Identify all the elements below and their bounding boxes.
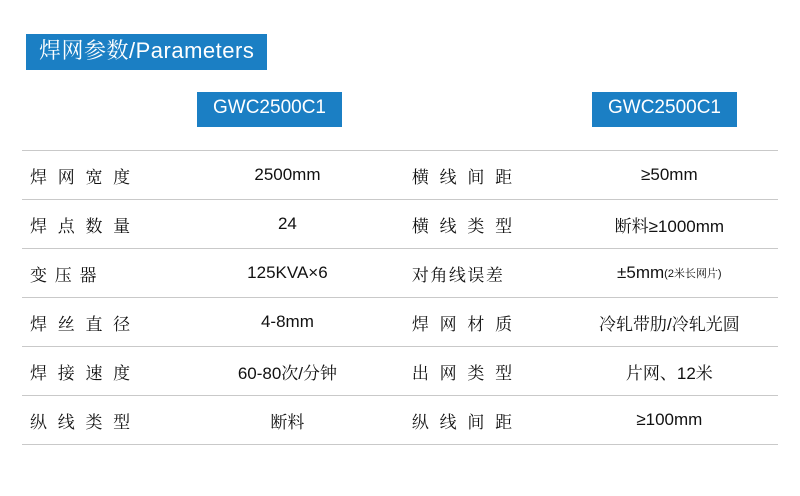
param-value: 冷轧带肋/冷轧光圆	[598, 314, 740, 334]
param-label: 纵 线 类 型	[30, 412, 134, 432]
param-value: 断料≥1000mm	[614, 216, 725, 236]
page-title-wrap	[22, 0, 778, 70]
model-badge-right: GWC2500C1	[592, 92, 737, 127]
param-label: 焊 网 材 质	[411, 314, 516, 334]
param-label: 焊 点 数 量	[30, 216, 134, 236]
page-title: 焊网参数/Parameters	[26, 34, 267, 70]
parameters-table	[22, 150, 778, 445]
param-label: 对角线误差	[411, 265, 505, 285]
param-value: 125KVA×6	[247, 263, 328, 283]
param-label: 横 线 类 型	[411, 216, 516, 236]
param-value: 片网、12米	[625, 363, 713, 383]
table-row	[22, 396, 778, 445]
row-spacer	[396, 249, 404, 297]
param-value: 断料	[270, 412, 305, 432]
param-label: 纵 线 间 距	[411, 412, 516, 432]
param-label: 焊 网 宽 度	[30, 167, 134, 187]
model-badge-left: GWC2500C1	[197, 92, 342, 127]
param-value: 60-80次/分钟	[237, 363, 338, 383]
param-label: 变 压 器	[30, 265, 98, 285]
param-value-note: (2米长网片)	[664, 268, 722, 281]
row-spacer	[396, 396, 404, 444]
param-label: 横 线 间 距	[411, 167, 516, 187]
param-label: 焊 丝 直 径	[30, 314, 134, 334]
row-spacer	[396, 298, 404, 346]
row-spacer	[396, 200, 404, 248]
row-spacer	[396, 347, 404, 395]
param-value	[561, 249, 778, 297]
table-row	[22, 347, 778, 396]
param-label: 焊 接 速 度	[30, 363, 134, 383]
model-badges-row	[22, 92, 778, 146]
table-row	[22, 298, 778, 347]
param-value: 2500mm	[254, 165, 321, 185]
row-spacer	[396, 151, 404, 199]
table-row	[22, 200, 778, 249]
table-row	[22, 151, 778, 200]
param-value: 24	[277, 214, 297, 234]
param-value: ≥100mm	[636, 410, 703, 430]
param-value-main: ±5mm	[617, 263, 665, 283]
table-row	[22, 249, 778, 298]
param-label: 出 网 类 型	[411, 363, 516, 383]
param-value: 4-8mm	[260, 312, 314, 332]
param-value: ≥50mm	[641, 165, 698, 185]
